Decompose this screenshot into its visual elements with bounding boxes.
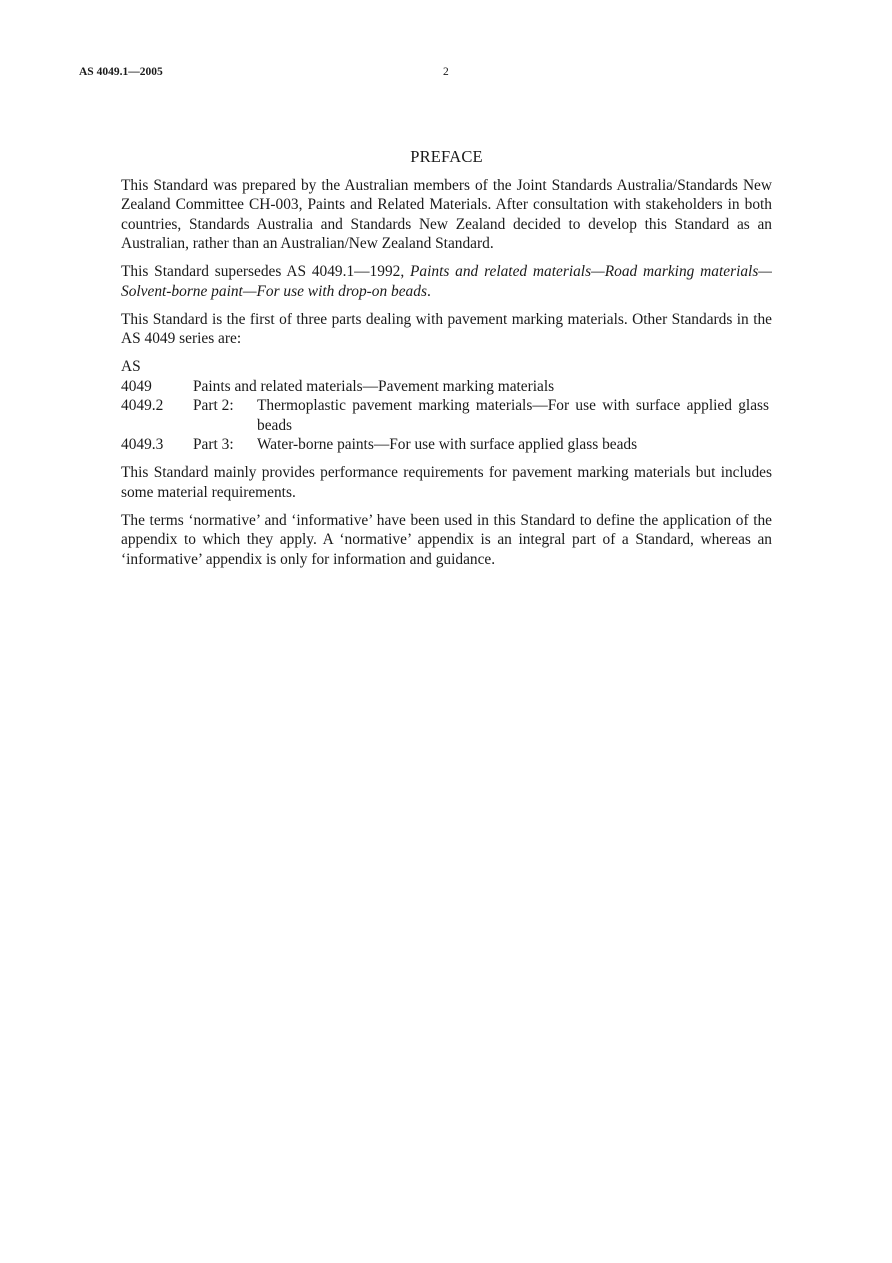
standard-part: Part 3: <box>193 436 234 453</box>
supersedes-text: This Standard supersedes AS 4049.1—1992, <box>121 263 411 280</box>
standard-number: 4049.2 <box>121 397 164 414</box>
preface-paragraph-series: This Standard is the first of three parts dealing with pavement marking materials. Other Standards in the AS 4049 series are: <box>121 310 772 347</box>
preface-paragraph-supersedes <box>121 262 772 301</box>
standard-row <box>121 435 772 455</box>
standard-part: Part 2: <box>193 397 234 414</box>
page-header <box>79 66 815 86</box>
page-number: 2 <box>443 66 449 78</box>
standard-number: 4049 <box>121 377 152 395</box>
standard-row <box>121 377 772 397</box>
standard-title: Water-borne paints—For use with surface applied glass beads <box>257 436 638 453</box>
document-id: AS 4049.1—2005 <box>79 66 163 78</box>
preface-heading: PREFACE <box>410 147 483 166</box>
preface-paragraph-committee: This Standard was prepared by the Australian members of the Joint Standards Australia/Standards New Zealand Committee CH-003, Paints and Related Materials. After consultation with stakeholders in both countries, Standards Australia and Standards New Zealand decided to develop this Standard as an Australian, rather than an Australian/New Zealand Standard. <box>121 176 772 252</box>
preface-section <box>121 147 772 578</box>
standards-list <box>121 357 772 455</box>
standard-number: 4049.3 <box>121 436 164 453</box>
supersedes-period: . <box>426 282 431 300</box>
standard-title: Paints and related materials—Pavement marking materials <box>193 377 555 395</box>
series-prefix: AS <box>121 358 141 375</box>
standard-row <box>121 396 772 435</box>
superseded-standard-title: Paints and related materials—Road marking materials—Solvent-borne paint—For use with drop-on beads <box>121 263 772 300</box>
preface-paragraph-normative: The terms ‘normative’ and ‘informative’ have been used in this Standard to define the application of the appendix to which they apply. A ‘normative’ appendix is an integral part of a Standard, whereas an ‘informative’ appendix is only for information and guidance. <box>121 511 772 568</box>
preface-paragraph-requirements: This Standard mainly provides performance requirements for pavement marking materials but includes some material requirements. <box>121 464 772 501</box>
standard-title: Thermoplastic pavement marking materials—For use with surface applied glass beads <box>257 397 769 434</box>
